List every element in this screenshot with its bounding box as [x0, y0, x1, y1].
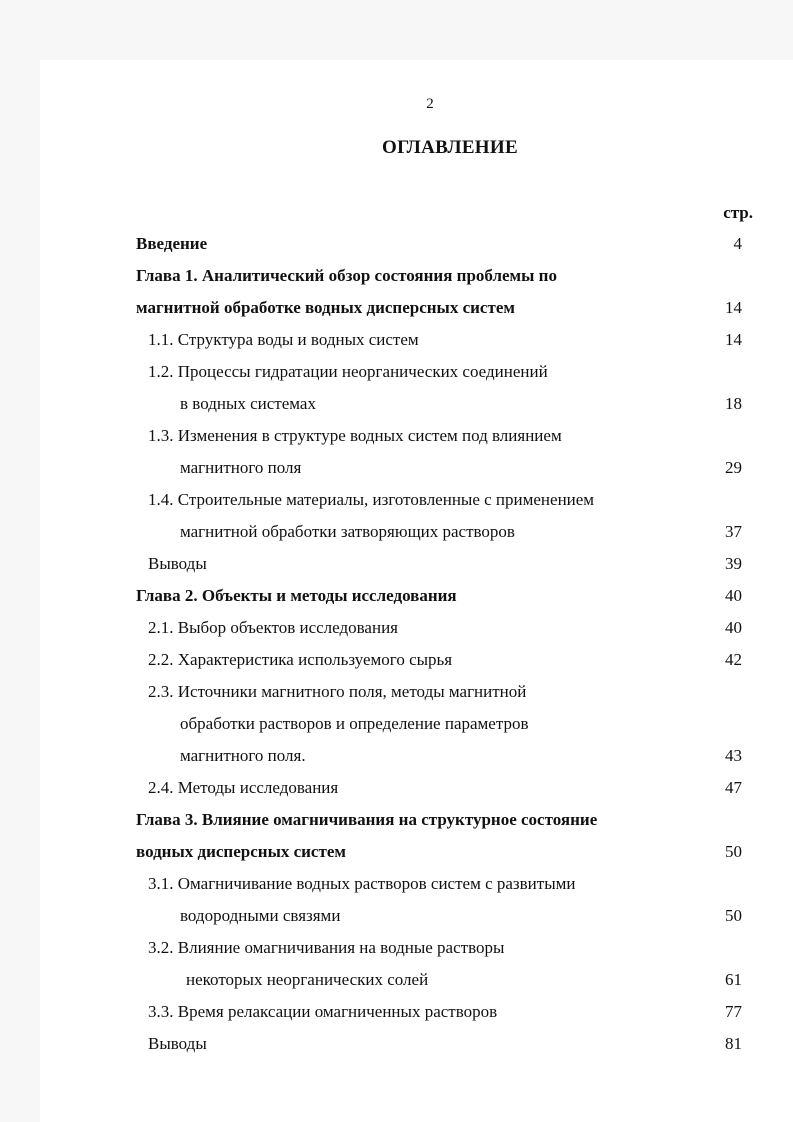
toc-entry-page: 40 — [725, 586, 742, 605]
toc-entry-text: магнитной обработке водных дисперсных систем — [136, 298, 515, 317]
toc-entry — [0, 806, 793, 834]
toc-entry-page: 81 — [725, 1034, 742, 1053]
toc-entry-text: водных дисперсных систем — [136, 842, 346, 861]
toc-entry-text: магнитного поля. — [180, 746, 306, 765]
toc-entry-text: Глава 3. Влияние омагничивания на структурное состояние — [136, 810, 598, 829]
toc-entry-page: 29 — [725, 458, 742, 477]
toc-entry — [0, 710, 793, 738]
toc-entry-text: 2.4. Методы исследования — [148, 778, 339, 797]
toc-entry — [0, 646, 793, 674]
toc-entry — [0, 838, 793, 866]
toc-entry — [0, 902, 793, 930]
toc-entry-page: 50 — [725, 842, 742, 861]
toc-entry-text: 3.1. Омагничивание водных растворов систем с развитыми — [148, 874, 576, 893]
toc-entry — [0, 390, 793, 418]
toc-entry — [0, 326, 793, 354]
toc-entry-page: 61 — [725, 970, 742, 989]
toc-entry — [0, 742, 793, 770]
toc-entry — [0, 230, 793, 258]
toc-entry-text: 1.2. Процессы гидратации неорганических соединений — [148, 362, 548, 381]
toc-entry — [0, 678, 793, 706]
toc-entry-page: 42 — [725, 650, 742, 669]
toc-entry-page: 14 — [725, 298, 742, 317]
toc-entry-text: Введение — [136, 234, 208, 253]
toc-entry-text: Глава 2. Объекты и методы исследования — [136, 586, 457, 605]
toc-entry-page: 37 — [725, 522, 742, 541]
toc-entry — [0, 934, 793, 962]
toc-entry-page: 40 — [725, 618, 742, 637]
toc-entry-text: обработки растворов и определение параметров — [180, 714, 529, 733]
toc-entry — [0, 998, 793, 1026]
toc-entry-text: 1.1. Структура воды и водных систем — [148, 330, 419, 349]
toc-entry-page: 47 — [725, 778, 742, 797]
toc-entry-text: некоторых неорганических солей — [186, 970, 429, 989]
toc-entry-page: 18 — [725, 394, 742, 413]
toc-entry-page: 4 — [733, 234, 742, 253]
toc-entry — [0, 774, 793, 802]
toc-entry-text: 1.3. Изменения в структуре водных систем под влиянием — [148, 426, 562, 445]
toc-entry — [0, 582, 793, 610]
toc-entry — [0, 454, 793, 482]
toc-entry — [0, 614, 793, 642]
toc-entry-page: 77 — [725, 1002, 742, 1021]
toc-entry-text: водородными связями — [180, 906, 341, 925]
toc-entry — [0, 422, 793, 450]
toc-entry-text: 3.2. Влияние омагничивания на водные растворы — [148, 938, 505, 957]
toc-entry — [0, 870, 793, 898]
toc-entry-page: 14 — [725, 330, 742, 349]
toc-entry — [0, 550, 793, 578]
toc-entry-text: Глава 1. Аналитический обзор состояния проблемы по — [136, 266, 557, 285]
toc-entry-text: 2.3. Источники магнитного поля, методы магнитной — [148, 682, 527, 701]
toc-entry-page: 43 — [725, 746, 742, 765]
toc-entry-text: Выводы — [148, 1034, 207, 1053]
toc-entry-text: 3.3. Время релаксации омагниченных растворов — [148, 1002, 498, 1021]
toc-entry-page: 39 — [725, 554, 742, 573]
toc-entry-text: магнитной обработки затворяющих растворов — [180, 522, 515, 541]
toc-entry — [0, 966, 793, 994]
toc-entry — [0, 294, 793, 322]
toc-entry-text: в водных системах — [180, 394, 316, 413]
page-number: 2 — [426, 96, 434, 112]
toc-entry-text: 2.2. Характеристика используемого сырья — [148, 650, 453, 669]
toc-entry — [0, 262, 793, 290]
toc-entry — [0, 518, 793, 546]
toc-entry-text: Выводы — [148, 554, 207, 573]
toc-entry-text: 1.4. Строительные материалы, изготовленные с применением — [148, 490, 595, 509]
toc-entry — [0, 1030, 793, 1058]
toc-entry — [0, 358, 793, 386]
toc-entry-text: 2.1. Выбор объектов исследования — [148, 618, 398, 637]
toc-entry — [0, 486, 793, 514]
page-column-header: стр. — [723, 203, 753, 222]
toc-entry-text: магнитного поля — [180, 458, 302, 477]
toc-entry-page: 50 — [725, 906, 742, 925]
page-title: ОГЛАВЛЕНИЕ — [382, 137, 518, 158]
